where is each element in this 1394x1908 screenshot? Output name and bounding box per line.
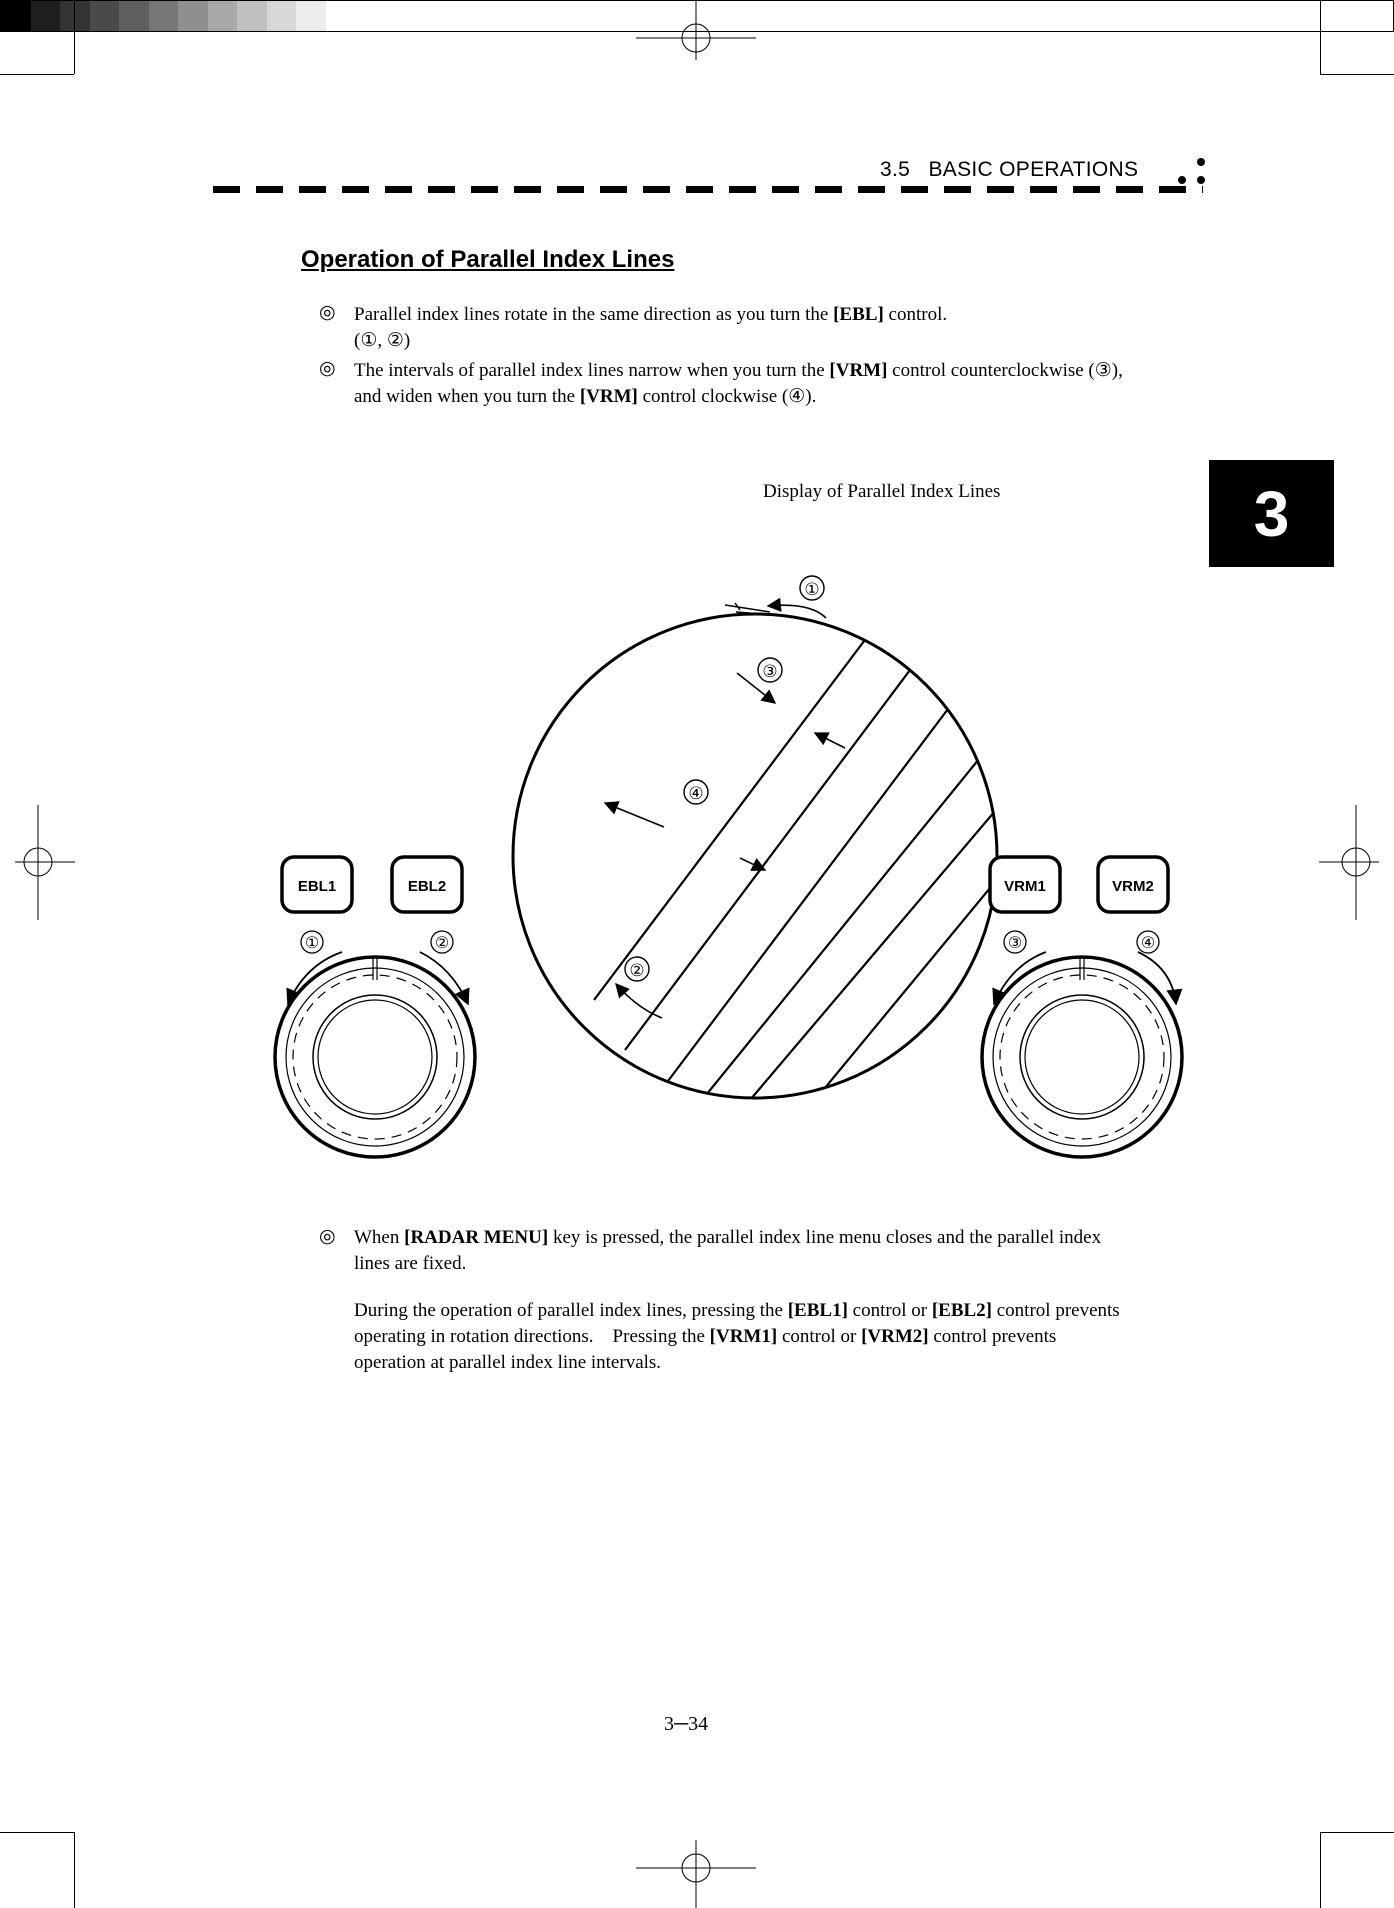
vrm1-button[interactable]: VRM1 (1004, 878, 1046, 895)
marker-3: ③ (1007, 935, 1023, 952)
ebl-knob[interactable] (275, 957, 475, 1157)
paragraph-vrm: The intervals of parallel index lines narrow when you turn the [VRM] control counterclockwise (③), and widen when you turn the [VRM] control clockwise (④). (354, 360, 1123, 407)
ebl2-button[interactable]: EBL2 (407, 878, 447, 895)
ebl-controls (275, 857, 475, 1157)
bullet-icon: ◎ (319, 1226, 336, 1247)
paragraph-ebl: Parallel index lines rotate in the same direction as you turn the [EBL] control. (①, ②) (354, 304, 948, 351)
dashed-rule (213, 186, 1203, 193)
chapter-tab: 3 (1209, 460, 1334, 567)
marker-1: ① (304, 935, 320, 952)
bullet-icon: ◎ (319, 302, 336, 323)
marker-1: ① (804, 580, 820, 599)
vrm2-button[interactable]: VRM2 (1112, 878, 1154, 895)
paragraph-note: During the operation of parallel index lines, pressing the [EBL1] control or [EBL2] control prevents operating in rotation directions. Pressing the [VRM1] control or [VRM2] control prevents operation at parallel index line intervals. (354, 1300, 1120, 1373)
marker-2: ② (434, 935, 450, 952)
vrm-knob[interactable] (982, 957, 1182, 1157)
marker-3: ③ (762, 662, 778, 681)
figure-caption: Display of Parallel Index Lines (763, 481, 1001, 502)
marker-4: ④ (1140, 935, 1156, 952)
marker-4: ④ (688, 784, 704, 803)
page-number: 3─34 (664, 1713, 709, 1735)
ebl1-button[interactable]: EBL1 (297, 878, 337, 895)
vrm-controls (982, 857, 1182, 1157)
paragraph-radar-menu: When [RADAR MENU] key is pressed, the parallel index line menu closes and the parallel index lines are fixed. (354, 1227, 1102, 1274)
bullet-icon: ◎ (319, 358, 336, 379)
marker-2: ② (629, 961, 645, 980)
section-title: Operation of Parallel Index Lines (301, 246, 675, 273)
running-header: 3.5 BASIC OPERATIONS (880, 158, 1139, 181)
parallel-index-figure (270, 540, 1200, 1180)
